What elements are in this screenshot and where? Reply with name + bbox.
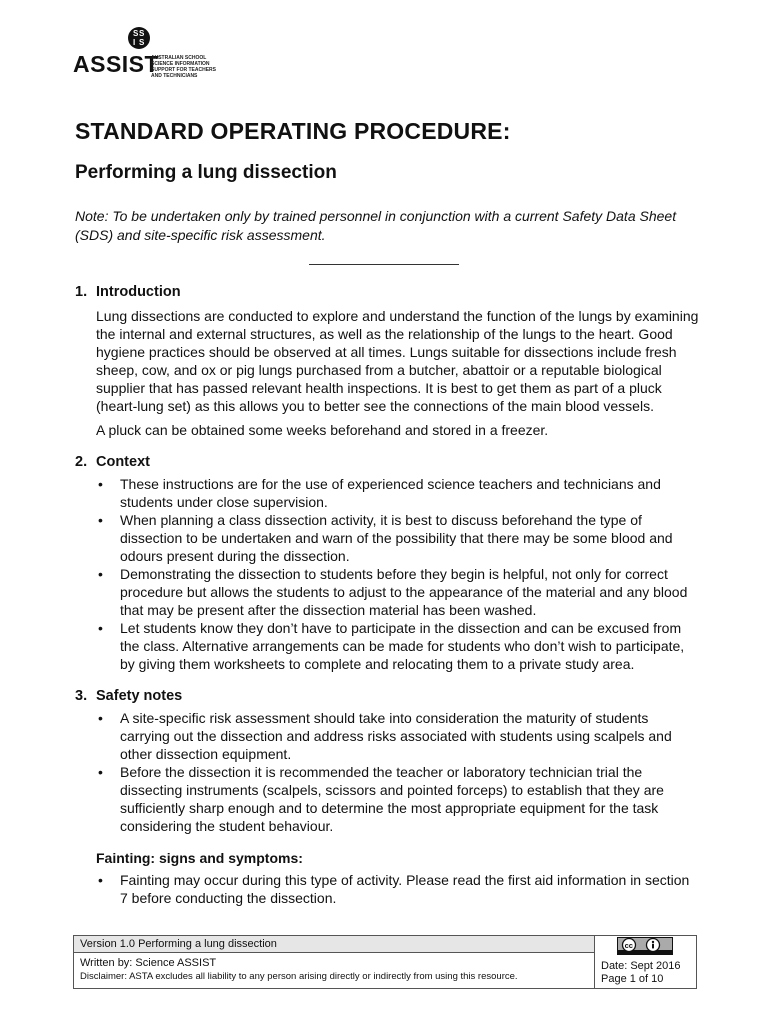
- section-heading: [75, 453, 700, 471]
- svg-text:S: S: [139, 29, 145, 38]
- page-footer: [73, 935, 697, 989]
- footer-info: [74, 936, 595, 988]
- list-item: • Fainting may occur during this type of activity. Please read the first aid information in section 7 before conducting the dissection.: [96, 871, 700, 907]
- document-body: [75, 283, 700, 907]
- paragraph: A pluck can be obtained some weeks beforehand and stored in a freezer.: [96, 422, 549, 438]
- section-number: 2.: [75, 454, 88, 470]
- list-item: • Demonstrating the dissection to students before they begin is helpful, not only for correct procedure but allows the students to adjust to the appearance of the material and any blood that may be present after the dissection material has been washed.: [96, 565, 700, 619]
- subheading: Fainting: signs and symptoms:: [96, 850, 303, 866]
- bullet-list: [75, 709, 700, 835]
- list-item: • These instructions are for the use of experienced science teachers and technicians and students under close supervision.: [96, 475, 700, 511]
- bullet-list: [75, 871, 700, 907]
- svg-text:S: S: [139, 38, 145, 47]
- logo-tagline: AUSTRALIAN SCHOOL SCIENCE INFORMATION SUPPORT FOR TEACHERS AND TECHNICIANS: [151, 55, 217, 79]
- list-item: • Let students know they don’t have to participate in the dissection and can be excused from the class. Alternative arrangements can be made for students who don’t wish to participate, by giving them worksheets to complete and relocating them to a private study area.: [96, 619, 700, 673]
- section-number: 1.: [75, 284, 88, 300]
- section-title: Safety notes: [96, 688, 183, 704]
- svg-text:S: S: [133, 29, 139, 38]
- svg-text:I: I: [133, 38, 136, 47]
- list-item: • Before the dissection it is recommended the teacher or laboratory technician trial the dissecting instruments (scalpels, scissors and pointed forceps) to establish that they are sufficiently sharp enough and to determine the most appropriate equipment for the task considering the student behaviour.: [96, 763, 700, 835]
- assist-logo: [73, 26, 223, 79]
- logo-wordmark: ASSIST: [73, 51, 160, 77]
- document-subtitle: Performing a lung dissection: [75, 162, 337, 183]
- footer-date: Date: Sept 2016: [601, 960, 681, 972]
- divider: [309, 264, 459, 265]
- footer-disclaimer: Disclaimer: ASTA excludes all liability to any person arising directly or indirectly from using this resource.: [80, 971, 518, 982]
- list-item: • When planning a class dissection activity, it is best to discuss beforehand the type of dissection to be undertaken and warn of the possibility that there may be some blood and odours present during the dissection.: [96, 511, 700, 565]
- footer-date-page: [601, 960, 681, 986]
- paragraph: Lung dissections are conducted to explore and understand the function of the lungs by examining the internal and external structures, as well as the relationship of the lungs to the heart. Good hygiene practices should be observed at all times. Lungs suitable for dissections include fresh sheep, cow, and ox or pig lungs purchased from a butcher, abattoir or a reputable biological supplier that has passed relevant health inspections. It is best to get them as part of a pluck (heart-lung set) as this allows you to better see the connections of the main blood vessels.: [96, 308, 699, 414]
- section-title: Context: [96, 454, 150, 470]
- section-heading: [75, 283, 700, 301]
- section-number: 3.: [75, 688, 88, 704]
- footer-author: Written by: Science ASSIST: [80, 957, 217, 969]
- document-title: STANDARD OPERATING PROCEDURE:: [75, 118, 511, 144]
- cc-by-icon: [617, 937, 673, 955]
- section-title: Introduction: [96, 284, 181, 300]
- safety-note: Note: To be undertaken only by trained personnel in conjunction with a current Safety Data Sheet (SDS) and site-specific risk assessment.: [75, 208, 677, 243]
- footer-page-number: Page 1 of 10: [601, 973, 664, 985]
- footer-version: Version 1.0 Performing a lung dissection: [74, 936, 594, 953]
- section-heading: [75, 687, 700, 705]
- svg-text:cc: cc: [624, 940, 633, 950]
- bullet-list: [75, 475, 700, 673]
- footer-meta: [595, 936, 696, 988]
- list-item: • A site-specific risk assessment should take into consideration the maturity of students carrying out the dissection and address risks associated with students using scalpels and other dissection equipment.: [96, 709, 700, 763]
